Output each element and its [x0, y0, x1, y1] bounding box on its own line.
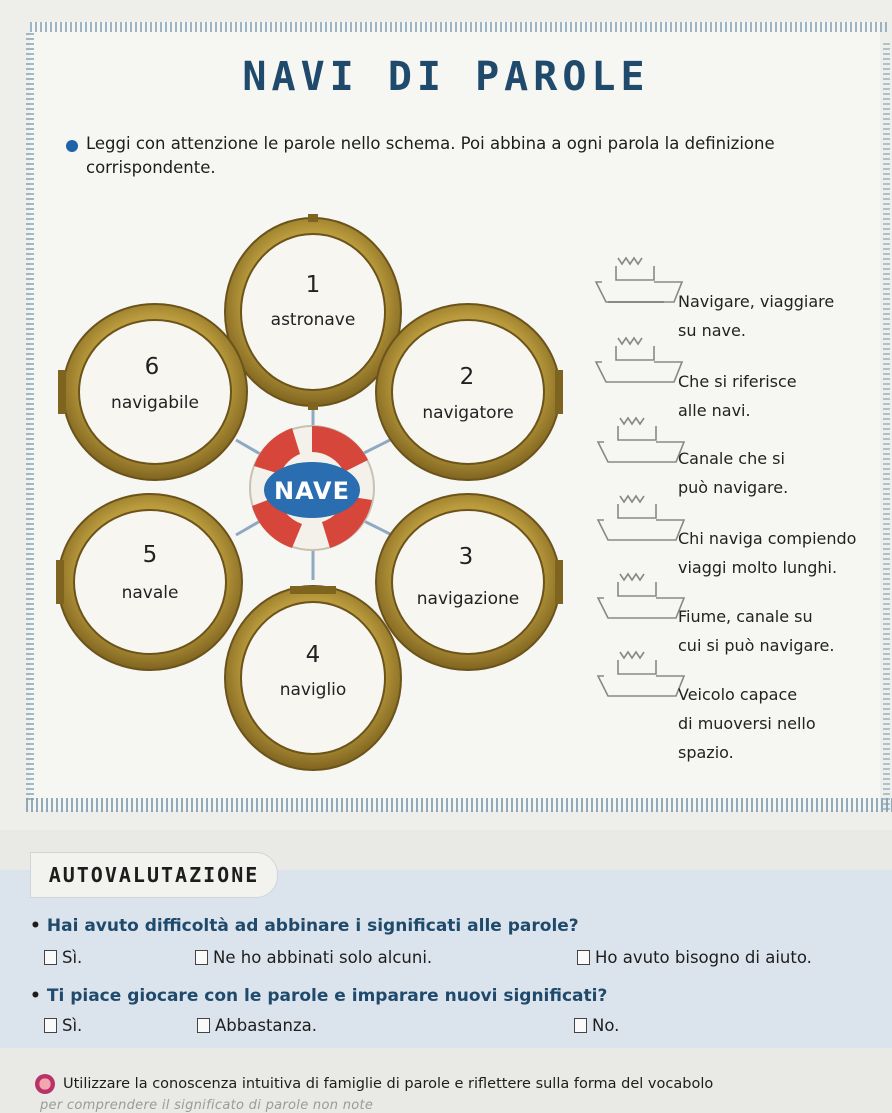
porthole-word: navigazione: [416, 589, 520, 609]
porthole-6: [58, 304, 247, 480]
porthole-number: 5: [142, 542, 158, 568]
porthole-number: 6: [144, 354, 160, 380]
porthole-3: [376, 494, 563, 670]
lifebuoy: [250, 426, 374, 550]
connector-line: [360, 440, 390, 455]
checkbox[interactable]: [574, 1018, 587, 1033]
porthole-hinge: [555, 560, 563, 604]
definition-5: Fiume, canale su cui si può navigare.: [678, 607, 835, 655]
porthole-hinge: [58, 370, 66, 414]
boat-icon: [598, 496, 684, 540]
checkbox[interactable]: [195, 950, 208, 965]
checkbox[interactable]: [197, 1018, 210, 1033]
porthole-hinge: [290, 586, 336, 594]
learning-objective-continuation: per comprendere il significato di parole non note: [40, 1098, 374, 1113]
porthole-2: [376, 304, 563, 480]
connector-line: [236, 520, 262, 535]
checkbox[interactable]: [44, 1018, 57, 1033]
boat-icon: [598, 652, 684, 696]
porthole-number: 3: [458, 544, 474, 570]
definition-3: Canale che si può navigare.: [678, 449, 789, 497]
porthole-word: navigabile: [111, 393, 199, 413]
boat-icon: [596, 258, 682, 302]
question-1: • Hai avuto difficoltà ad abbinare i significati alle parole?: [30, 916, 579, 936]
boat-icon: [598, 418, 684, 462]
question-2: • Ti piace giocare con le parole e imparare nuovi significati?: [30, 986, 608, 1006]
porthole-number: 4: [305, 642, 321, 668]
porthole-bolt: [308, 402, 318, 410]
connector-line: [362, 520, 392, 535]
option-q1-3[interactable]: Ho avuto bisogno di aiuto.: [577, 948, 812, 967]
porthole-hinge: [555, 370, 563, 414]
definition-4: Chi naviga compiendo viaggi molto lunghi.: [678, 529, 857, 577]
option-q2-3[interactable]: No.: [574, 1016, 619, 1035]
porthole-bolt: [308, 214, 318, 222]
self-assessment-label: AUTOVALUTAZIONE: [30, 852, 278, 898]
instructions-text: Leggi con attenzione le parole nello schema. Poi abbina a ogni parola la definizione corrispondente.: [86, 134, 775, 177]
porthole-word: navale: [121, 583, 179, 603]
learning-objective: Utilizzare la conoscenza intuitiva di famiglie di parole e riflettere sulla forma del vocabolo: [35, 1074, 713, 1094]
porthole-word: astronave: [270, 310, 356, 330]
porthole-number: 2: [459, 364, 475, 390]
answer-boats: [596, 258, 684, 696]
porthole-number: 1: [305, 272, 321, 298]
connector-line: [236, 440, 262, 455]
definition-2: Che si riferisce alle navi.: [678, 372, 797, 420]
definition-6: Veicolo capace di muoversi nello spazio.: [678, 685, 816, 762]
objective-icon: [35, 1074, 55, 1094]
option-q2-2[interactable]: Abbastanza.: [197, 1016, 317, 1035]
porthole-5: [56, 494, 242, 670]
definition-1: Navigare, viaggiare su nave.: [678, 292, 835, 340]
option-q1-2[interactable]: Ne ho abbinati solo alcuni.: [195, 948, 432, 967]
boat-icon: [598, 574, 684, 618]
checkbox[interactable]: [577, 950, 590, 965]
option-q1-1[interactable]: Sì.: [44, 948, 82, 967]
option-q2-1[interactable]: Sì.: [44, 1016, 82, 1035]
porthole-1: [225, 214, 401, 410]
page-title: NAVI DI PAROLE: [242, 54, 650, 100]
porthole-word: naviglio: [279, 680, 347, 700]
center-word: NAVE: [274, 477, 350, 505]
checkbox[interactable]: [44, 950, 57, 965]
porthole-hinge: [56, 560, 64, 604]
porthole-4: [225, 586, 401, 770]
porthole-word: navigatore: [422, 403, 514, 423]
boat-icon: [596, 338, 682, 382]
